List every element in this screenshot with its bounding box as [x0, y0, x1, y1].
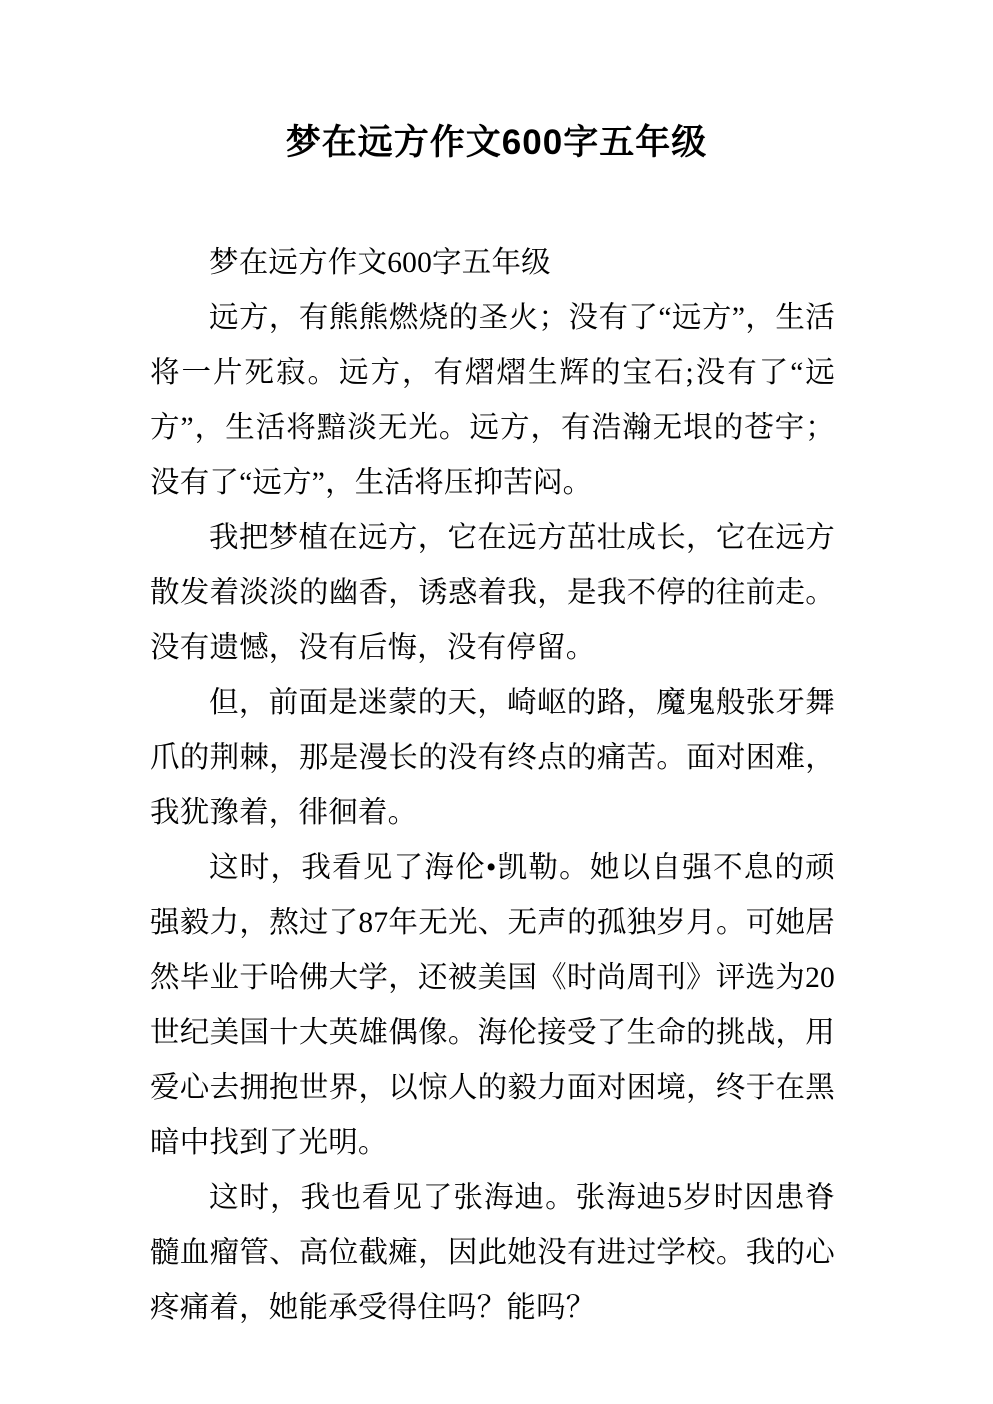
paragraph: 这时，我看见了海伦•凯勒。她以自强不息的顽强毅力，熬过了87年无光、无声的孤独岁月。可她居然毕业于哈佛大学，还被美国《时尚周刊》评选为20世纪美国十大英雄偶像。海伦接受了生命的挑战，用爱心去拥抱世界，以惊人的毅力面对困境，终于在黑暗中找到了光明。: [150, 852, 835, 1159]
paragraph: 我把梦植在远方，它在远方茁壮成长，它在远方散发着淡淡的幽香，诱惑着我，是我不停的往前走。没有遗憾，没有后悔，没有停留。: [150, 522, 835, 664]
paragraph: 梦在远方作文600字五年级: [209, 247, 551, 279]
page-title: 梦在远方作文600字五年级: [285, 123, 708, 162]
paragraph: 这时，我也看见了张海迪。张海迪5岁时因患脊髓血瘤管、高位截瘫，因此她没有进过学校。我的心疼痛着，她能承受得住吗？能吗？: [150, 1182, 835, 1324]
document-body: [0, 164, 993, 1336]
paragraph: 远方，有熊熊燃烧的圣火；没有了“远方”，生活将一片死寂。远方，有熠熠生辉的宝石;没有了“远方”，生活将黯淡无光。远方，有浩瀚无垠的苍宇；没有了“远方”，生活将压抑苦闷。: [150, 302, 835, 499]
paragraph: 但，前面是迷蒙的天，崎岖的路，魔鬼般张牙舞爪的荆棘，那是漫长的没有终点的痛苦。面对困难，我犹豫着，徘徊着。: [150, 687, 835, 829]
